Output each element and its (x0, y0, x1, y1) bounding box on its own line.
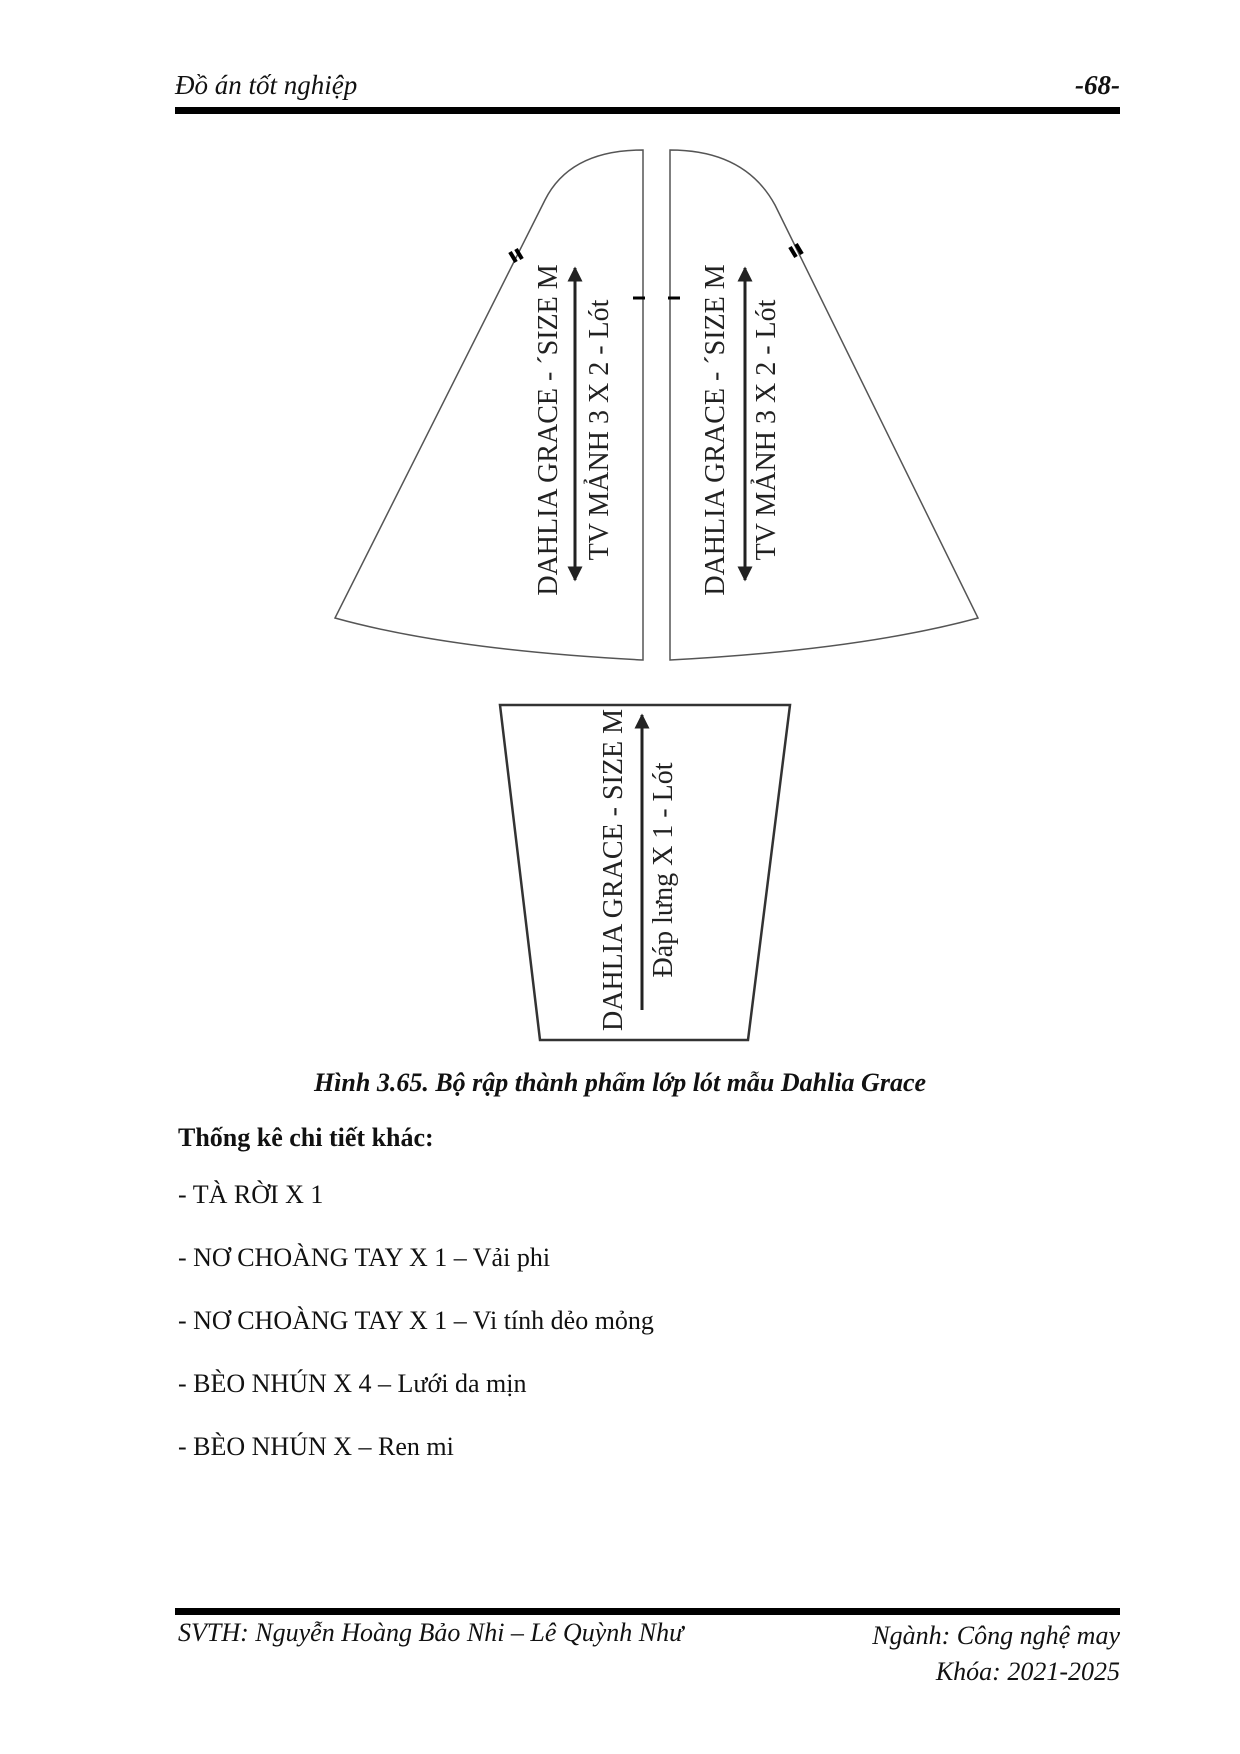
header-title: Đồ án tốt nghiệp (175, 70, 358, 100)
piece-label-line1: DAHLIA GRACE - ´SIZE M (533, 264, 564, 596)
list-item: - BÈO NHÚN X 4 – Lưới da mịn (178, 1369, 527, 1398)
footer-info (872, 1618, 1120, 1690)
list-item: - NƠ CHOÀNG TAY X 1 – Vải phi (178, 1243, 551, 1272)
footer-course: Khóa: 2021-2025 (935, 1657, 1120, 1686)
footer-major: Ngành: Công nghệ may (872, 1621, 1120, 1650)
pattern-piece-left (335, 150, 645, 660)
section-heading: Thống kê chi tiết khác: (178, 1123, 434, 1152)
list-item: - TÀ RỜI X 1 (178, 1180, 324, 1209)
footer-students: SVTH: Nguyễn Hoàng Bảo Nhi – Lê Quỳnh Như (178, 1618, 684, 1647)
piece-label-line2: TV MẢNH 3 X 2 - Lót (751, 299, 782, 561)
piece-label-line2: TV MẢNH 3 X 2 - Lót (584, 299, 615, 561)
notch-mark (796, 244, 802, 254)
piece-label-line1: DAHLIA GRACE - SIZE M (598, 709, 629, 1031)
piece-label-line1: DAHLIA GRACE - ´SIZE M (700, 264, 731, 596)
list-item: - BÈO NHÚN X – Ren mi (178, 1432, 454, 1461)
pattern-piece-right (668, 150, 978, 660)
notch-mark (510, 252, 516, 262)
piece-label-line2: Đáp lưng X 1 - Lót (648, 762, 679, 978)
pattern-piece-back-facing (500, 705, 790, 1040)
figure-caption: Hình 3.65. Bộ rập thành phẩm lớp lót mẫu Dahlia Grace (313, 1068, 927, 1097)
list-item: - NƠ CHOÀNG TAY X 1 – Vi tính dẻo mỏng (178, 1306, 654, 1335)
notch-mark (790, 247, 796, 257)
footer-rule (175, 1608, 1120, 1615)
page-number: -68- (1075, 70, 1120, 100)
